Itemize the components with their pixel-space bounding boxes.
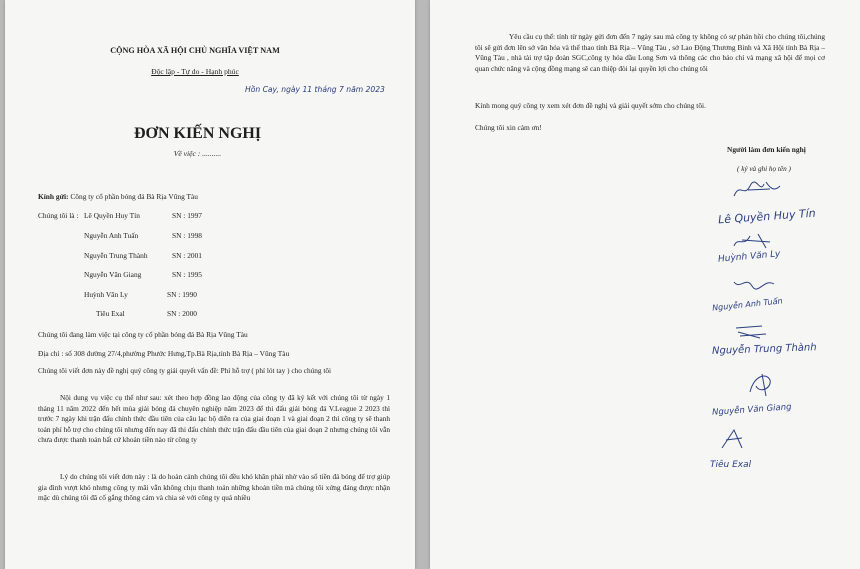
member-name: Nguyễn Trung Thành [84,251,148,260]
signature-scribble [732,322,772,340]
member-birth-year: SN : 2000 [167,309,197,318]
member-birth-year: SN : 2001 [172,251,202,260]
country-header: CỘNG HÒA XÃ HỘI CHỦ NGHĨA VIỆT NAM [110,46,280,55]
signature: Lê Quyền Huy Tín [717,206,817,227]
signature-scribble [730,230,780,252]
employment-line: Chúng tôi đang làm việc tại công ty cổ phần bóng đá Bà Rịa Vũng Tàu [38,330,248,339]
signature-scribble [746,370,776,398]
thanks-line: Chúng tôi xin cảm ơn! [475,123,542,132]
signature-scribble [716,426,752,452]
signature-scribble [730,272,780,294]
subject-line: Về việc : .......... [173,149,222,158]
reason-paragraph: Lý do chúng tôi viết đơn này : là do hoàn cảnh chúng tôi đều khó khăn phải nhờ vào số tiền đá bóng để trợ giúp gia đình vượt khó nhưng công ty mãi vẫn không chịu thanh toán những khoản tiền mà chúng tôi xứng đáng được nhận mặc dù chúng tôi đã cố gắng thông cảm và chia sẻ với công ty quá nhiều [38,472,390,503]
signature: Tiêu Exal [710,460,752,470]
member-name: Nguyễn Anh Tuấn [84,231,139,240]
content-paragraph: Nội dung vụ việc cụ thể như sau: xét theo hợp đồng lao động của công ty đã ký kết với chúng tôi từ ngày 1 tháng 11 năm 2022 đến hết mùa giải bóng đá chuyên nghiệp năm 2023 để thi đấu giải bóng đá V.League 2 2023 thì trước 7 ngày khi trận đấu chính thức đầu tiên của câu lạc bộ diễn ra của giai đoạn 1 và giai đoạn 2 thì công ty sẽ thanh toán phí hỗ trợ cho chúng tôi nhưng đến nay đã thi đấu chính thức trận đấu đầu tiên của giai đoạn 2 nhưng chúng tôi vẫn chưa được thanh toán bất cứ khoản tiền nào từ công ty [38,393,390,445]
recipient-label: Kính gửi: [38,192,69,201]
member-birth-year: SN : 1990 [167,290,197,299]
member-name: Nguyễn Văn Giang [84,270,142,279]
closing-line: Kính mong quý công ty xem xét đơn đề nghị và giải quyết sớm cho chúng tôi. [475,101,706,110]
signature: Nguyễn Văn Giang [711,402,792,418]
member-birth-year: SN : 1997 [172,211,202,220]
specific-request-paragraph: Yêu cầu cụ thể: tính từ ngày gửi đơn đến 7 ngày sau mà công ty không có sự phản hồi cho chúng tôi,chúng tôi sẽ gửi đơn lên sở văn hóa và thể thao tỉnh Bà Rịa – Vũng Tàu , sở Lao Động Thương Binh và Xã Hội tỉnh Bà Rịa – Vũng Tàu , nhà tài trợ tập đoàn SGC,công ty hóa dầu Long Sơn và thông các cho báo chí và mạng xã hội để mọi cơ quan chức năng và cộng đồng mạng sẽ can thiệp đòi lại quyền lợi cho chúng tôi [475,32,825,73]
member-birth-year: SN : 1998 [172,231,202,240]
signature: Huỳnh Văn Ly [717,249,781,265]
petition-page-1 [5,0,415,569]
signature: Nguyễn Anh Tuấn [711,296,783,313]
recipient-name: Công ty cổ phần bóng đá Bà Rịa Vũng Tàu [70,192,198,201]
signatories-intro: Chúng tôi là : [38,211,79,220]
motto: Độc lập - Tự do - Hạnh phúc [151,67,239,76]
recipient-line [38,193,198,200]
signer-note: ( ký và ghi họ tên ) [737,165,791,173]
member-name: Tiêu Exal [96,309,125,318]
signature-scribble [730,178,790,202]
member-birth-year: SN : 1995 [172,270,202,279]
member-name: Lê Quyền Huy Tín [84,211,140,220]
signature: Nguyễn Trung Thành [711,342,817,357]
petition-page-2 [430,0,860,569]
date-line: Hồn Cay, ngày 11 tháng 7 năm 2023 [245,85,385,94]
request-paragraph: Chúng tôi viết đơn này đề nghị quý công ty giải quyết vấn đề: Phí hỗ trợ ( phí lót tay ) cho chúng tôi [38,366,332,375]
document-title: ĐƠN KIẾN NGHỊ [133,125,262,142]
signer-title: Người làm đơn kiến nghị [727,145,806,154]
member-name: Huỳnh Văn Ly [84,290,128,299]
address-line: Địa chỉ : số 308 đường 27/4,phường Phước Hưng,Tp.Bà Rịa,tỉnh Bà Rịa – Vũng Tàu [38,349,290,358]
